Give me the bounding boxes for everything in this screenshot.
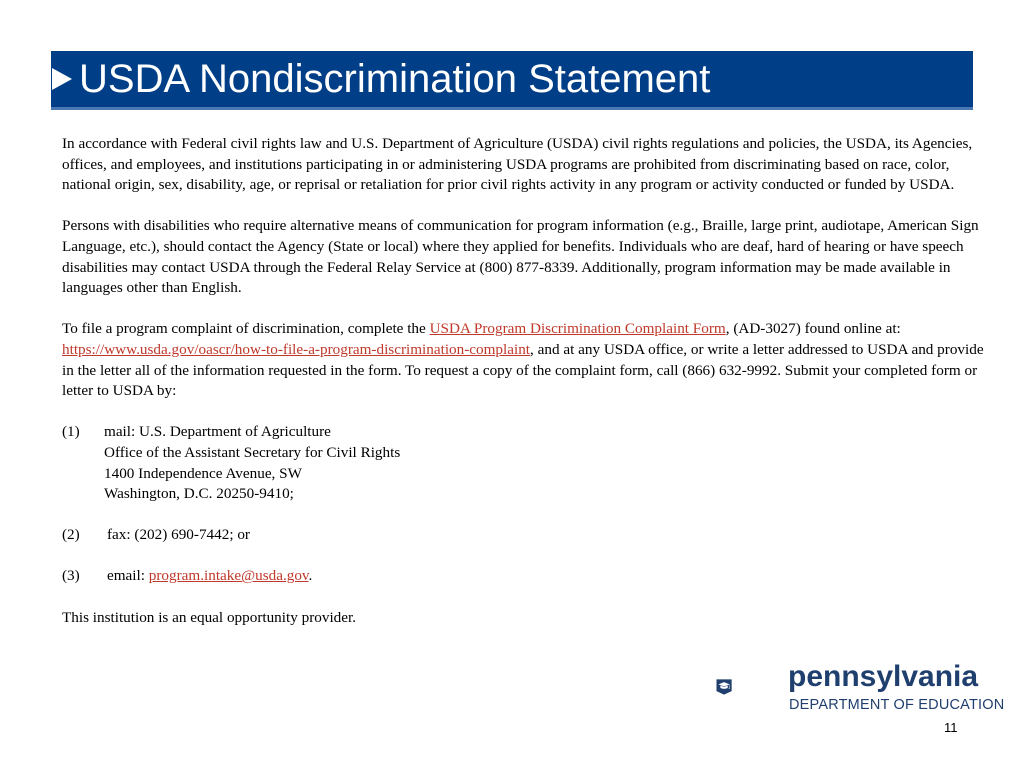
title-underline <box>51 107 973 110</box>
mail-line <box>62 422 992 443</box>
complaint-text-middle: , (AD-3027) found online at: <box>725 320 901 338</box>
title-arrow-icon <box>52 68 72 90</box>
paragraph-complaint <box>62 319 992 401</box>
paragraph-civil-rights: In accordance with Federal civil rights law and U.S. Department of Agriculture (USDA) civil rights regulations and policies, the USDA, its Agencies, offices, and employees, and institutions participating in or administering USDA programs are prohibited from discriminating based on race, color, national origin, sex, disability, age, or reprisal or retaliation for prior civil rights activity in any program or activity conducted or funded by USDA. <box>62 135 973 194</box>
address-line: mail: U.S. Department of Agriculture <box>104 423 331 441</box>
address-line: Washington, D.C. 20250-9410; <box>104 485 294 503</box>
keystone-mortarboard-icon <box>716 654 780 720</box>
logo-subtitle: DEPARTMENT OF EDUCATION <box>789 697 1005 713</box>
paragraph-disabilities: Persons with disabilities who require alternative means of communication for program information (e.g., Braille, large print, audiotape, American Sign Language, etc.), should contact the Agency (State or local) where they applied for benefits. Individuals who are deaf, hard of hearing or have speech disabilities may contact USDA through the Federal Relay Service at (800) 877-8339. Additionally, program information may be made available in languages other than English. <box>62 217 979 297</box>
statement-body <box>62 134 992 628</box>
method-mail <box>62 422 992 504</box>
email-end: . <box>308 567 313 585</box>
fax-text: fax: (202) 690-7442; or <box>107 526 250 544</box>
email-link[interactable]: program.intake@usda.gov <box>148 567 309 585</box>
closing-statement: This institution is an equal opportunity provider. <box>62 608 357 626</box>
method-email <box>62 566 992 587</box>
method-number: (2) <box>62 526 80 544</box>
complaint-form-link[interactable]: USDA Program Discrimination Complaint Form <box>429 320 726 338</box>
complaint-text-start: To file a program complaint of discrimination, complete the <box>62 320 430 338</box>
logo-wordmark: pennsylvania <box>788 660 979 693</box>
complaint-url-link[interactable]: https://www.usda.gov/oascr/how-to-file-a-program-discrimination-complaint <box>62 340 531 358</box>
address-line: 1400 Independence Avenue, SW <box>104 464 302 482</box>
page-number: 11 <box>944 720 958 735</box>
method-number: (1) <box>62 423 80 441</box>
page-title: USDA Nondiscrimination Statement <box>79 57 711 101</box>
address-line: Office of the Assistant Secretary for Civil Rights <box>104 443 401 461</box>
method-fax <box>62 525 992 546</box>
email-label: email: <box>107 567 149 585</box>
method-number: (3) <box>62 567 80 585</box>
complaint-text-end: , and at any USDA office, or write a letter addressed to USDA and provide in the letter all of the information requested in the form. To request a copy of the complaint form, call (866) 632-9992. Submit your completed form or letter to USDA by: <box>62 340 984 400</box>
